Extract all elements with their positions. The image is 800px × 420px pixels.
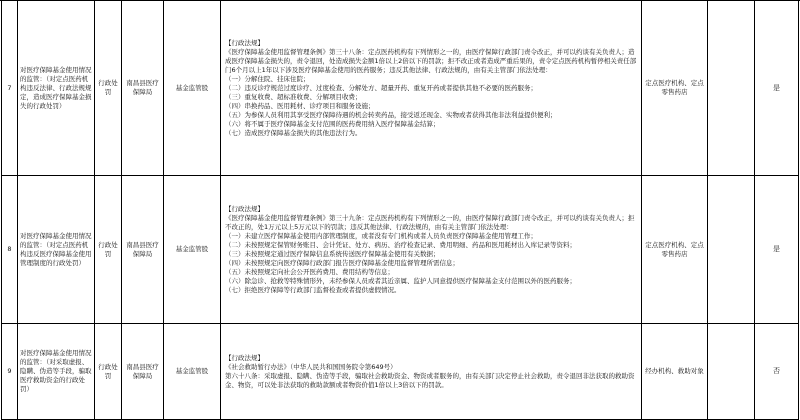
flag-cell: 否 bbox=[755, 324, 799, 420]
subject-target: 经办机构、救助对象 bbox=[642, 324, 708, 420]
subject-target: 定点医疗机构、定点零售药店 bbox=[642, 176, 708, 324]
basis-line: （一）未建立医疗保障基金使用内部管理制度，或者没有专门机构或者人员负责医疗保障基金使用管理工作； bbox=[225, 231, 537, 240]
row-number: 7 bbox=[2, 1, 18, 176]
item-name: 对医疗保障基金使用情况的监管：（对采取虚报、隐瞒、伪造等手段，骗取医疗救助资金的行政处罚） bbox=[18, 324, 95, 420]
basis-line: （七）造成医疗保障基金损失的其他违法行为。 bbox=[225, 128, 362, 137]
power-type: 行政处罚 bbox=[95, 176, 122, 324]
basis-line: （三）未按照规定通过医疗保障信息系统传送医疗保障基金使用有关数据； bbox=[225, 249, 440, 258]
basis-line: （四）未按照规定向医疗保障行政部门报告医疗保障基金使用监督管理所需信息； bbox=[225, 258, 459, 267]
table-row bbox=[2, 1, 799, 176]
basis-line: （四）串换药品、医用耗材、诊疗项目和服务设施； bbox=[225, 101, 375, 110]
empty-cell bbox=[708, 324, 755, 420]
basis-category: 【行政法规】 bbox=[225, 353, 264, 362]
basis-line: （五）未按照规定向社会公开医药费用、费用结构等信息； bbox=[225, 267, 394, 276]
row-number: 9 bbox=[2, 324, 18, 420]
basis-line: 第六十八条：采取虚报、隐瞒、伪造等手段，骗取社会救助资金、物资或者服务的，由有关部门决定停止社会救助，责令退回非法获取的救助资金、物资，可以处非法获取的救助款额或者物资价值1倍以上3倍以下的罚款。 bbox=[225, 371, 635, 389]
basis-line: （二）未按照规定保管财务账目、会计凭证、处方、病历、治疗检查记录、费用明细、药品和医用耗材出入库记录等资料； bbox=[225, 240, 576, 249]
row-number: 8 bbox=[2, 176, 18, 324]
responsible-office: 基金监管股 bbox=[164, 1, 221, 176]
power-type: 行政处罚 bbox=[95, 324, 122, 420]
basis-category: 【行政法规】 bbox=[225, 204, 264, 213]
basis-line: （七）拒绝医疗保障等行政部门监督检查或者提供虚假情况。 bbox=[225, 285, 401, 294]
flag-cell: 是 bbox=[755, 176, 799, 324]
item-name: 对医疗保障基金使用情况的监管：（对定点医药机构违反医疗保障基金使用管理制度的行政处罚） bbox=[18, 176, 95, 324]
implementing-department: 南昌县医疗保障局 bbox=[122, 324, 164, 420]
basis-line: （六）将不属于医疗保障基金支付范围的医药费用纳入医疗保障基金结算； bbox=[225, 119, 440, 128]
basis-line: 《医疗保障基金使用监督管理条例》第三十九条：定点医药机构有下列情形之一的，由医疗保障行政部门责令改正，并可以约谈有关负责人；拒不改正的，处1万元以上5万元以下的罚款；违反其他法律、行政法规的，由有关主管部门依法处理： bbox=[225, 213, 635, 231]
basis-line: 《医疗保障基金使用监督管理条例》第三十八条：定点医药机构有下列情形之一的，由医疗保障行政部门责令改正，并可以约谈有关负责人；造成医疗保障基金损失的，责令退回，处造成损失金额1倍以上2倍以下的罚款；拒不改正或者造成严重后果的，责令定点医药机构暂停相关责任部门6个月以上1年以下涉及医疗保障基金使用的医药服务；违反其他法律、行政法规的，由有关主管部门依法处理： bbox=[225, 47, 637, 74]
basis-line: （二）违反诊疗规范过度诊疗、过度检查、分解处方、超量开药、重复开药或者提供其他不必要的医药服务； bbox=[225, 83, 537, 92]
responsible-office: 基金监管股 bbox=[164, 176, 221, 324]
flag-cell: 是 bbox=[755, 1, 799, 176]
basis-line: （六）除急诊、抢救等特殊情形外，未经参保人员或者其近亲属、监护人同意提供医疗保障基金支付范围以外的医药服务； bbox=[225, 276, 576, 285]
implementing-department: 南昌县医疗保障局 bbox=[122, 176, 164, 324]
legal-basis bbox=[221, 176, 642, 324]
subject-target: 定点医疗机构、定点零售药店 bbox=[642, 1, 708, 176]
basis-line: （三）重复收费、超标准收费、分解项目收费； bbox=[225, 92, 362, 101]
implementing-department: 南昌县医疗保障局 bbox=[122, 1, 164, 176]
empty-cell bbox=[708, 1, 755, 176]
legal-basis bbox=[221, 1, 642, 176]
administrative-power-table bbox=[1, 0, 799, 420]
empty-cell bbox=[708, 176, 755, 324]
power-type: 行政处罚 bbox=[95, 1, 122, 176]
table-row bbox=[2, 176, 799, 324]
basis-line: （五）为参保人员利用其享受医疗保障待遇的机会转卖药品，接受返还现金、实物或者获得其他非法利益提供便利； bbox=[225, 110, 557, 119]
responsible-office: 基金监管股 bbox=[164, 324, 221, 420]
basis-line: （一）分解住院、挂床住院； bbox=[225, 74, 310, 83]
top-border bbox=[0, 0, 800, 1]
table-row bbox=[2, 324, 799, 420]
basis-line: 《社会救助暂行办法》（中华人民共和国国务院令第649号） bbox=[225, 362, 397, 371]
legal-basis bbox=[221, 324, 642, 420]
item-name: 对医疗保障基金使用情况的监管：（对定点医药机构违反法律、行政法规规定，造成医疗保障基金损失的行政处罚） bbox=[18, 1, 95, 176]
basis-category: 【行政法规】 bbox=[225, 38, 264, 47]
